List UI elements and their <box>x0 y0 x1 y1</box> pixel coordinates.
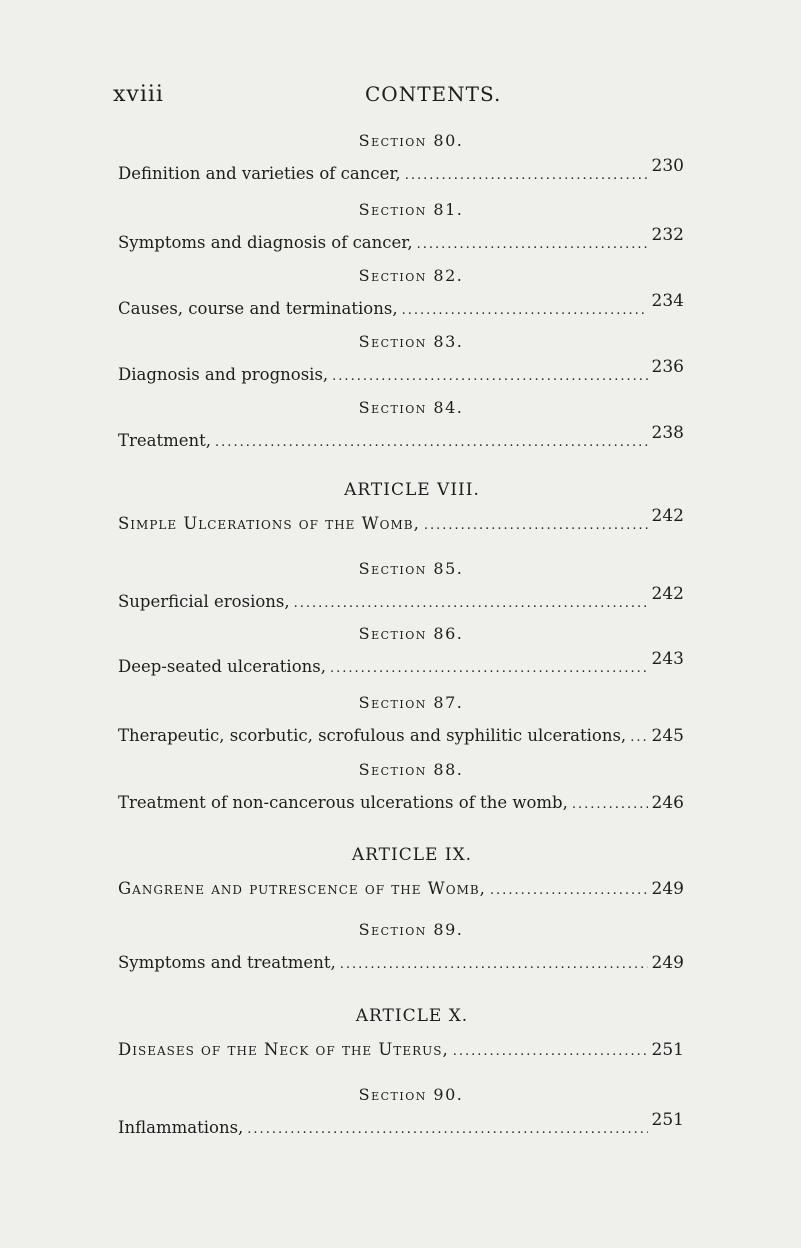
entry-page-number: 230 <box>651 156 684 176</box>
dot-leader <box>402 303 648 318</box>
entry-title: Causes, course and terminations, <box>118 299 398 318</box>
toc-entry <box>118 649 684 677</box>
toc-block-section-80 <box>118 131 684 184</box>
dot-leader <box>215 435 648 450</box>
entry-page-number: 232 <box>651 225 684 245</box>
section-heading: Section 80. <box>358 131 464 150</box>
entry-page-number: 242 <box>651 584 684 604</box>
section-heading: Section 87. <box>358 693 464 712</box>
dot-leader <box>424 518 648 533</box>
article-heading: ARTICLE VIII. <box>344 480 480 500</box>
toc-entry <box>118 225 684 253</box>
entry-page-number: 249 <box>651 953 684 973</box>
dot-leader <box>405 168 648 183</box>
entry-page-number: 245 <box>651 726 684 746</box>
section-heading: Section 81. <box>358 200 464 219</box>
toc-block-section-90 <box>118 1085 684 1138</box>
toc-entry <box>118 156 684 184</box>
entry-title: Diagnosis and prognosis, <box>118 365 329 384</box>
article-heading: ARTICLE X. <box>355 1006 469 1026</box>
article-heading: ARTICLE IX. <box>351 845 473 865</box>
dot-leader <box>294 596 648 611</box>
dot-leader <box>572 797 648 812</box>
section-heading: Section 90. <box>358 1085 464 1104</box>
toc-entry <box>118 291 684 319</box>
toc-block-article-x <box>118 1006 684 1060</box>
toc-block-section-84 <box>118 398 684 451</box>
toc-entry <box>118 1110 684 1138</box>
entry-title: Treatment of non-cancerous ulcerations of the womb, <box>118 793 568 812</box>
toc-block-section-88 <box>118 760 684 813</box>
entry-page-number: 246 <box>651 793 684 813</box>
entry-title: Definition and varieties of cancer, <box>118 164 401 183</box>
entry-title: Treatment, <box>118 431 212 450</box>
toc-entry <box>118 584 684 612</box>
entry-page-number: 242 <box>651 506 684 526</box>
toc-block-section-85 <box>118 559 684 612</box>
toc-block-section-81 <box>118 200 684 253</box>
entry-page-number: 236 <box>651 357 684 377</box>
toc-block-section-82 <box>118 266 684 319</box>
entry-page-number: 234 <box>651 291 684 311</box>
section-heading: Section 86. <box>358 624 464 643</box>
entry-title: Symptoms and diagnosis of cancer, <box>118 233 413 252</box>
section-heading: Section 85. <box>358 559 464 578</box>
section-heading: Section 84. <box>358 398 464 417</box>
entry-page-number: 243 <box>651 649 684 669</box>
page-header <box>113 82 683 112</box>
dot-leader <box>247 1122 647 1137</box>
section-heading: Section 88. <box>358 760 464 779</box>
dot-leader <box>453 1044 648 1059</box>
toc-entry <box>118 793 684 813</box>
toc-block-section-86 <box>118 624 684 677</box>
toc-block-section-83 <box>118 332 684 385</box>
toc-entry <box>118 357 684 385</box>
entry-title: Deep-seated ulcerations, <box>118 657 326 676</box>
entry-page-number: 249 <box>651 879 684 899</box>
entry-title: Gangrene and putrescence of the Womb, <box>118 879 486 898</box>
toc-block-section-87 <box>118 693 684 746</box>
entry-title: Symptoms and treatment, <box>118 953 336 972</box>
entry-title: Superficial erosions, <box>118 592 290 611</box>
toc-entry <box>118 953 684 973</box>
dot-leader <box>490 883 648 898</box>
toc-block-section-89 <box>118 920 684 973</box>
toc-entry <box>118 506 684 534</box>
entry-title: Inflammations, <box>118 1118 244 1137</box>
dot-leader <box>630 730 647 745</box>
section-heading: Section 89. <box>358 920 464 939</box>
toc-entry <box>118 879 684 899</box>
entry-page-number: 251 <box>651 1040 684 1060</box>
dot-leader <box>330 661 648 676</box>
page-folio: xviii <box>113 82 164 107</box>
dot-leader <box>332 369 647 384</box>
entry-title: Simple Ulcerations of the Womb, <box>118 514 420 533</box>
toc-entry <box>118 423 684 451</box>
entry-title: Therapeutic, scorbutic, scrofulous and syphilitic ulcerations, <box>118 726 627 745</box>
dot-leader <box>417 237 648 252</box>
toc-block-article-viii <box>118 480 684 534</box>
entry-title: Diseases of the Neck of the Uterus, <box>118 1040 449 1059</box>
toc-block-article-ix <box>118 845 684 899</box>
entry-page-number: 251 <box>651 1110 684 1130</box>
toc-entry <box>118 1040 684 1060</box>
section-heading: Section 83. <box>358 332 464 351</box>
section-heading: Section 82. <box>358 266 464 285</box>
toc-entry <box>118 726 684 746</box>
running-title: CONTENTS. <box>365 82 502 106</box>
dot-leader <box>340 957 648 972</box>
entry-page-number: 238 <box>651 423 684 443</box>
